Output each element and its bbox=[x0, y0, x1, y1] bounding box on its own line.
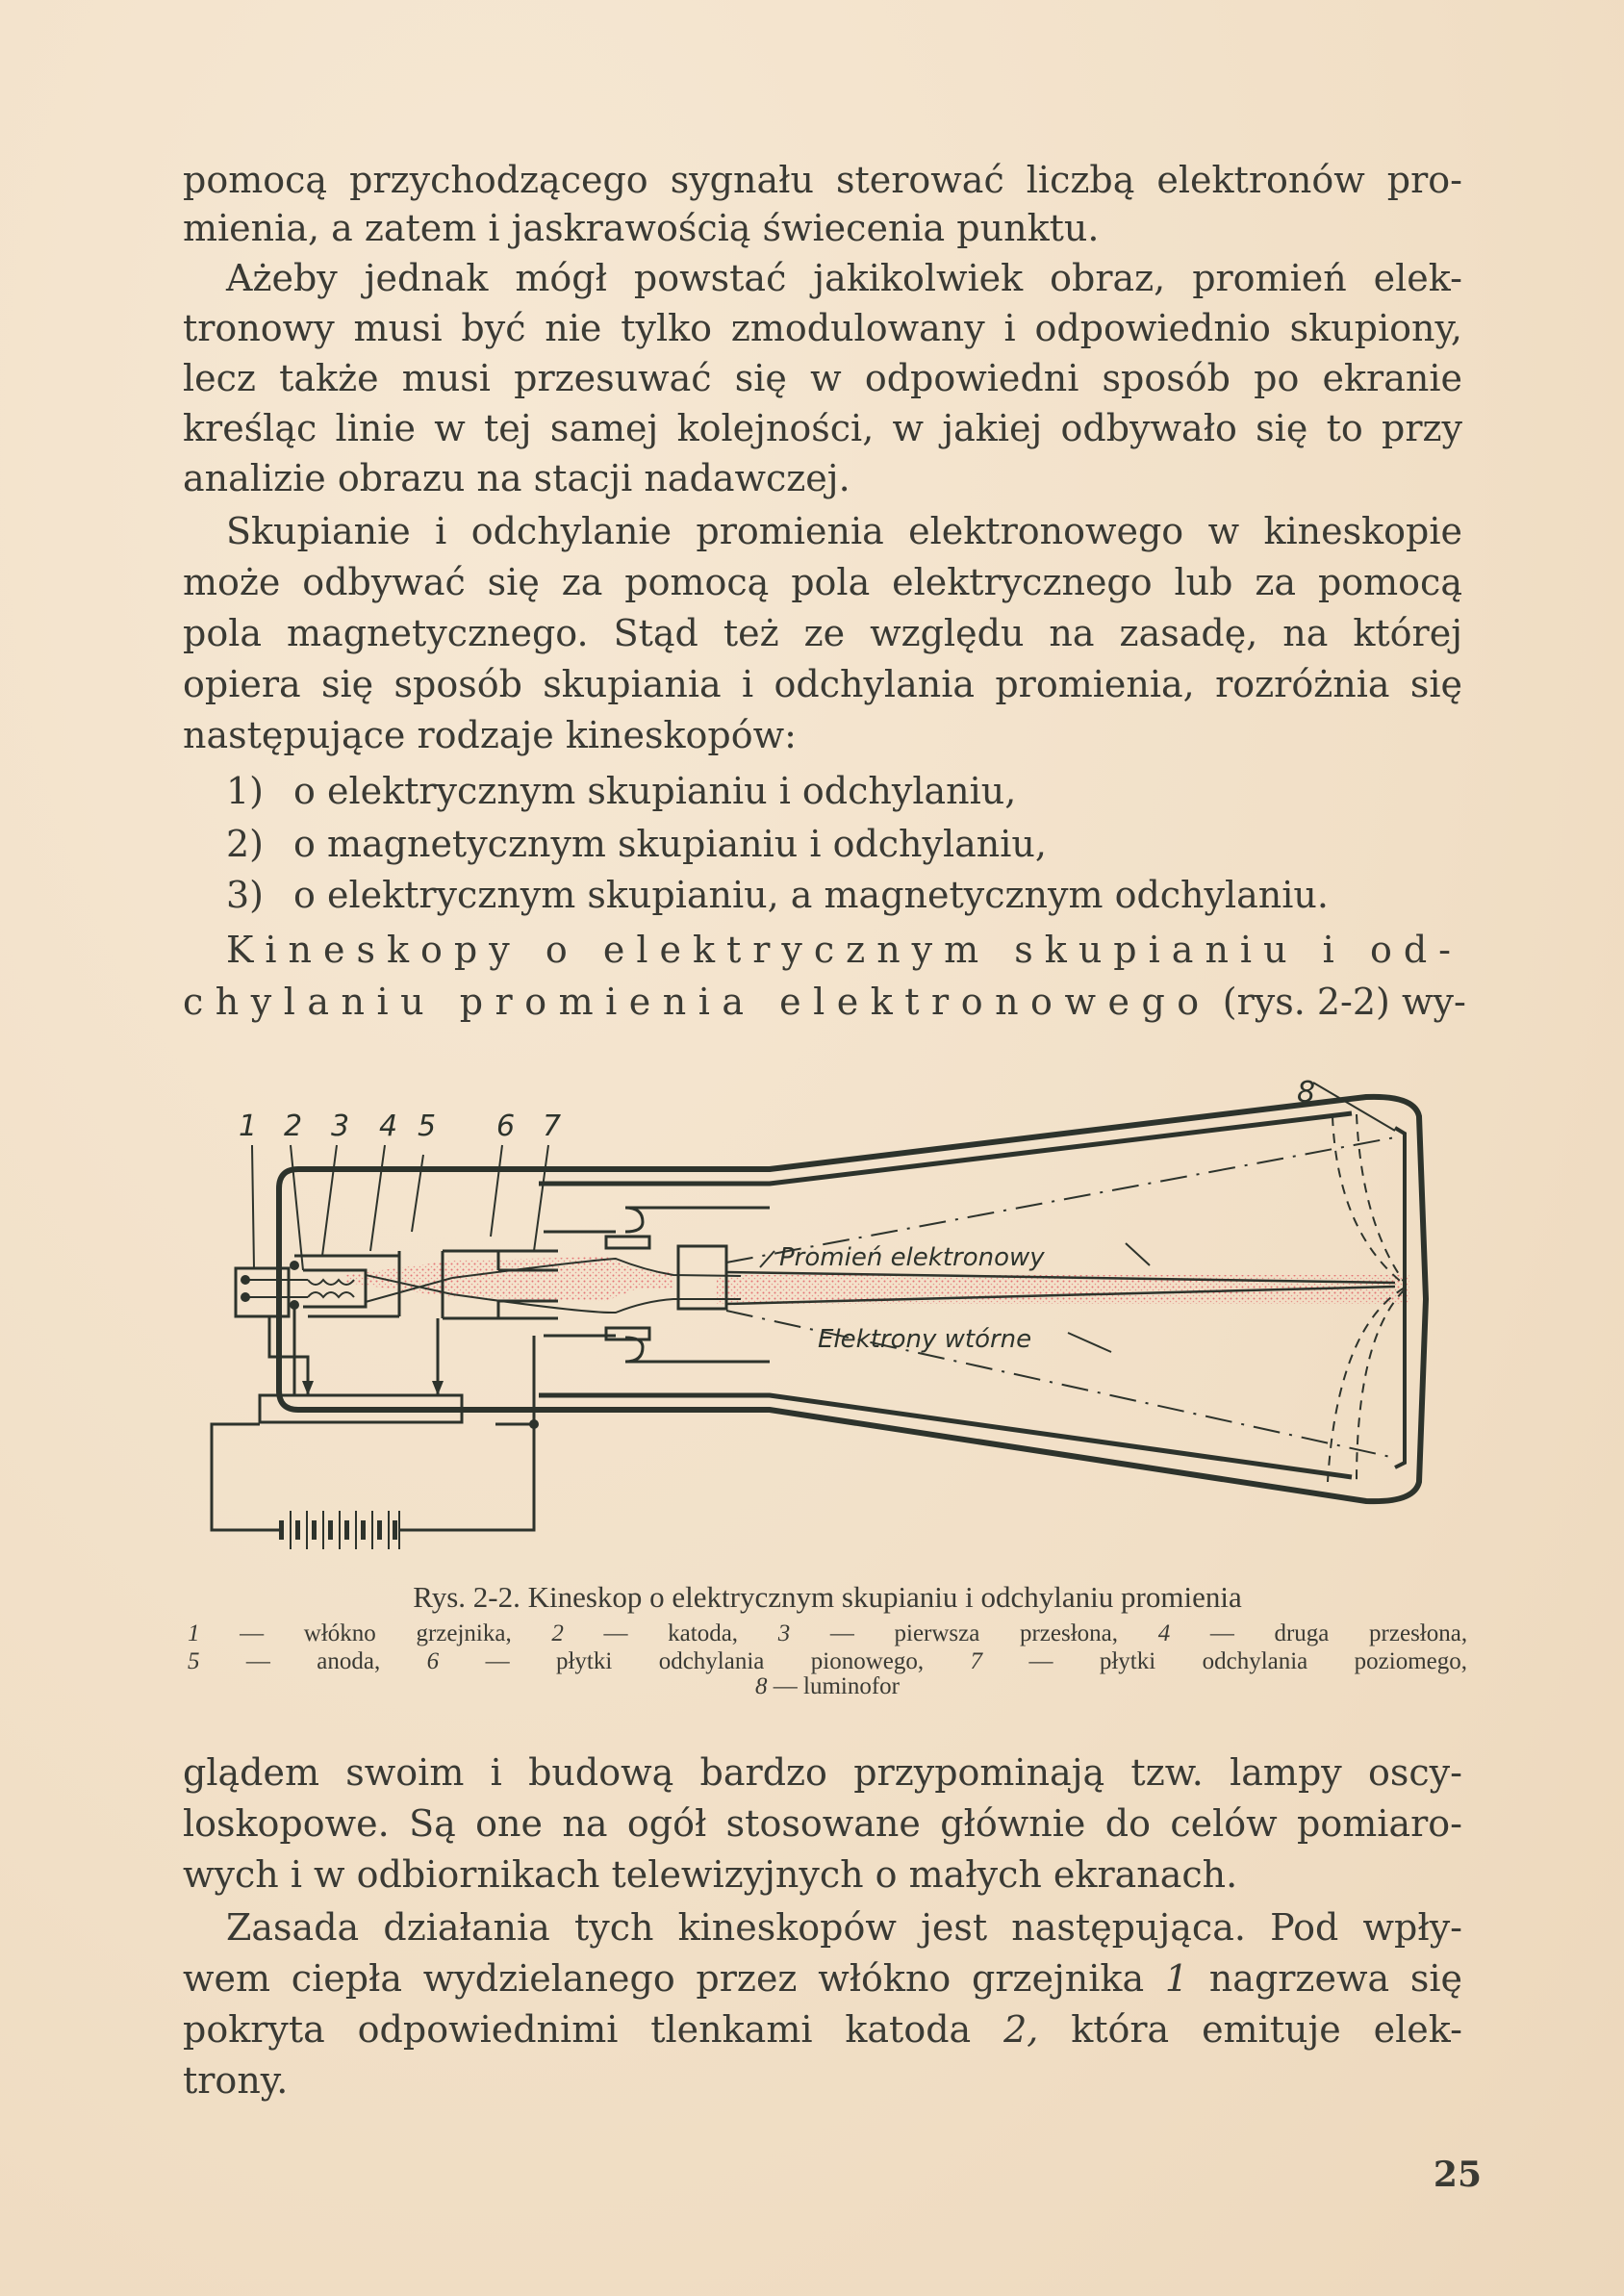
legend-text: — druga przesłona, bbox=[1209, 1620, 1468, 1646]
legend-text: — płytki odchylania pionowego, bbox=[485, 1648, 925, 1674]
legend-number: 2 bbox=[551, 1620, 564, 1646]
text-line: glądem swoim i budową bardzo przypominają tzw. lampy oscy- bbox=[183, 1751, 1462, 1794]
legend-text: — pierwsza przesłona, bbox=[829, 1620, 1119, 1646]
list-text: o elektrycznym skupianiu, a magnetycznym odchylaniu. bbox=[293, 874, 1329, 916]
kinescope-diagram bbox=[202, 1078, 1472, 1578]
label-3: 3 bbox=[331, 1110, 350, 1143]
list-text: o elektrycznym skupianiu i odchylaniu, bbox=[293, 770, 1017, 812]
legend-text: — katoda, bbox=[603, 1620, 739, 1646]
text-line: pola magnetycznego. Stąd też ze względu na zasadę, na której bbox=[183, 612, 1462, 654]
text-line: następujące rodzaje kineskopów: bbox=[183, 714, 797, 756]
text-line: wych i w odbiornikach telewizyjnych o małych ekranach. bbox=[183, 1853, 1238, 1896]
list-item bbox=[226, 818, 1047, 870]
battery bbox=[279, 1511, 399, 1549]
figure-legend-line bbox=[188, 1620, 1467, 1648]
legend-text: — anoda, bbox=[245, 1648, 381, 1674]
spaced-emphasis: Kineskopy o elektrycznym skupianiu i od- bbox=[226, 929, 1462, 971]
text-line bbox=[226, 924, 1462, 976]
label-5: 5 bbox=[418, 1110, 437, 1143]
list-text: o magnetycznym skupianiu i odchylaniu, bbox=[293, 823, 1047, 865]
list-item bbox=[226, 765, 1016, 817]
legend-text: — płytki odchylania poziomego, bbox=[1028, 1648, 1468, 1674]
text-span: pokryta odpowiednimi tlenkami katoda bbox=[183, 2008, 972, 2051]
page-number: 25 bbox=[1433, 2155, 1482, 2195]
text-line: Skupianie i odchylanie promienia elektronowego w kineskopie bbox=[226, 510, 1462, 552]
legend-number: 5 bbox=[188, 1648, 200, 1674]
list-number: 3) bbox=[226, 874, 265, 916]
text-line bbox=[183, 1952, 1462, 2004]
legend-text: — luminofor bbox=[773, 1673, 900, 1699]
text-line: mienia, a zatem i jaskrawością świecenia punktu. bbox=[183, 207, 1100, 249]
text-line: opiera się sposób skupiania i odchylania promienia, rozróżnia się bbox=[183, 663, 1462, 705]
text-line: loskopowe. Są one na ogół stosowane głównie do celów pomiaro- bbox=[183, 1802, 1462, 1845]
text-line: Zasada działania tych kineskopów jest następująca. Pod wpły- bbox=[226, 1906, 1462, 1949]
label-7: 7 bbox=[543, 1110, 562, 1143]
beam-label: Promień elektronowy bbox=[779, 1243, 1045, 1272]
text-span: nagrzewa się bbox=[1208, 1957, 1462, 2000]
legend-number: 4 bbox=[1157, 1620, 1171, 1646]
figure-legend-line bbox=[188, 1672, 1467, 1701]
text-line: Ażeby jednak mógł powstać jakikolwiek obraz, promień elek- bbox=[226, 257, 1462, 299]
vertical-deflection-plate bbox=[606, 1237, 649, 1248]
label-6: 6 bbox=[496, 1110, 516, 1143]
figure-reference: (rys. 2-2) wy- bbox=[1222, 981, 1466, 1023]
text-line: analizie obrazu na stacji nadawczej. bbox=[183, 457, 850, 499]
part-reference: 1 bbox=[1164, 1957, 1189, 2000]
text-line bbox=[183, 2003, 1462, 2055]
figure-caption-title: Rys. 2-2. Kineskop o elektrycznym skupianiu i odchylaniu promienia bbox=[413, 1580, 1242, 1614]
text-line: lecz także musi przesuwać się w odpowiedni sposób po ekranie bbox=[183, 357, 1462, 399]
label-1: 1 bbox=[239, 1110, 258, 1143]
secondary-electrons-label: Elektrony wtórne bbox=[818, 1325, 1032, 1354]
legend-number: 7 bbox=[970, 1648, 983, 1674]
label-2: 2 bbox=[284, 1110, 303, 1143]
pin bbox=[290, 1300, 299, 1310]
pin bbox=[290, 1261, 299, 1270]
list-number: 2) bbox=[226, 823, 265, 865]
legend-number: 8 bbox=[755, 1673, 768, 1699]
label-4: 4 bbox=[379, 1110, 398, 1143]
text-line: trony. bbox=[183, 2059, 289, 2102]
text-line: pomocą przychodzącego sygnału sterować liczbą elektronów pro- bbox=[183, 159, 1462, 201]
text-line: tronowy musi być nie tylko zmodulowany i odpowiednio skupiony, bbox=[183, 307, 1462, 349]
part-reference: 2, bbox=[1003, 2008, 1039, 2051]
text-line: kreśląc linie w tej samej kolejności, w jakiej odbywało się to przy bbox=[183, 407, 1462, 449]
text-line: może odbywać się za pomocą pola elektrycznego lub za pomocą bbox=[183, 561, 1462, 603]
legend-number: 6 bbox=[426, 1648, 440, 1674]
diagram-svg bbox=[202, 1078, 1472, 1578]
label-8: 8 bbox=[1297, 1078, 1316, 1110]
legend-number: 3 bbox=[777, 1620, 791, 1646]
list-number: 1) bbox=[226, 770, 265, 812]
text-span: wem ciepła wydzielanego przez włókno grzejnika bbox=[183, 1957, 1145, 2000]
list-item bbox=[226, 869, 1329, 921]
legend-text: — włókno grzejnika, bbox=[240, 1620, 512, 1646]
text-line bbox=[183, 976, 1466, 1028]
spaced-emphasis: chylaniu promienia elektronowego bbox=[183, 981, 1211, 1023]
legend-number: 1 bbox=[188, 1620, 200, 1646]
text-span: która emituje elek- bbox=[1071, 2008, 1462, 2051]
